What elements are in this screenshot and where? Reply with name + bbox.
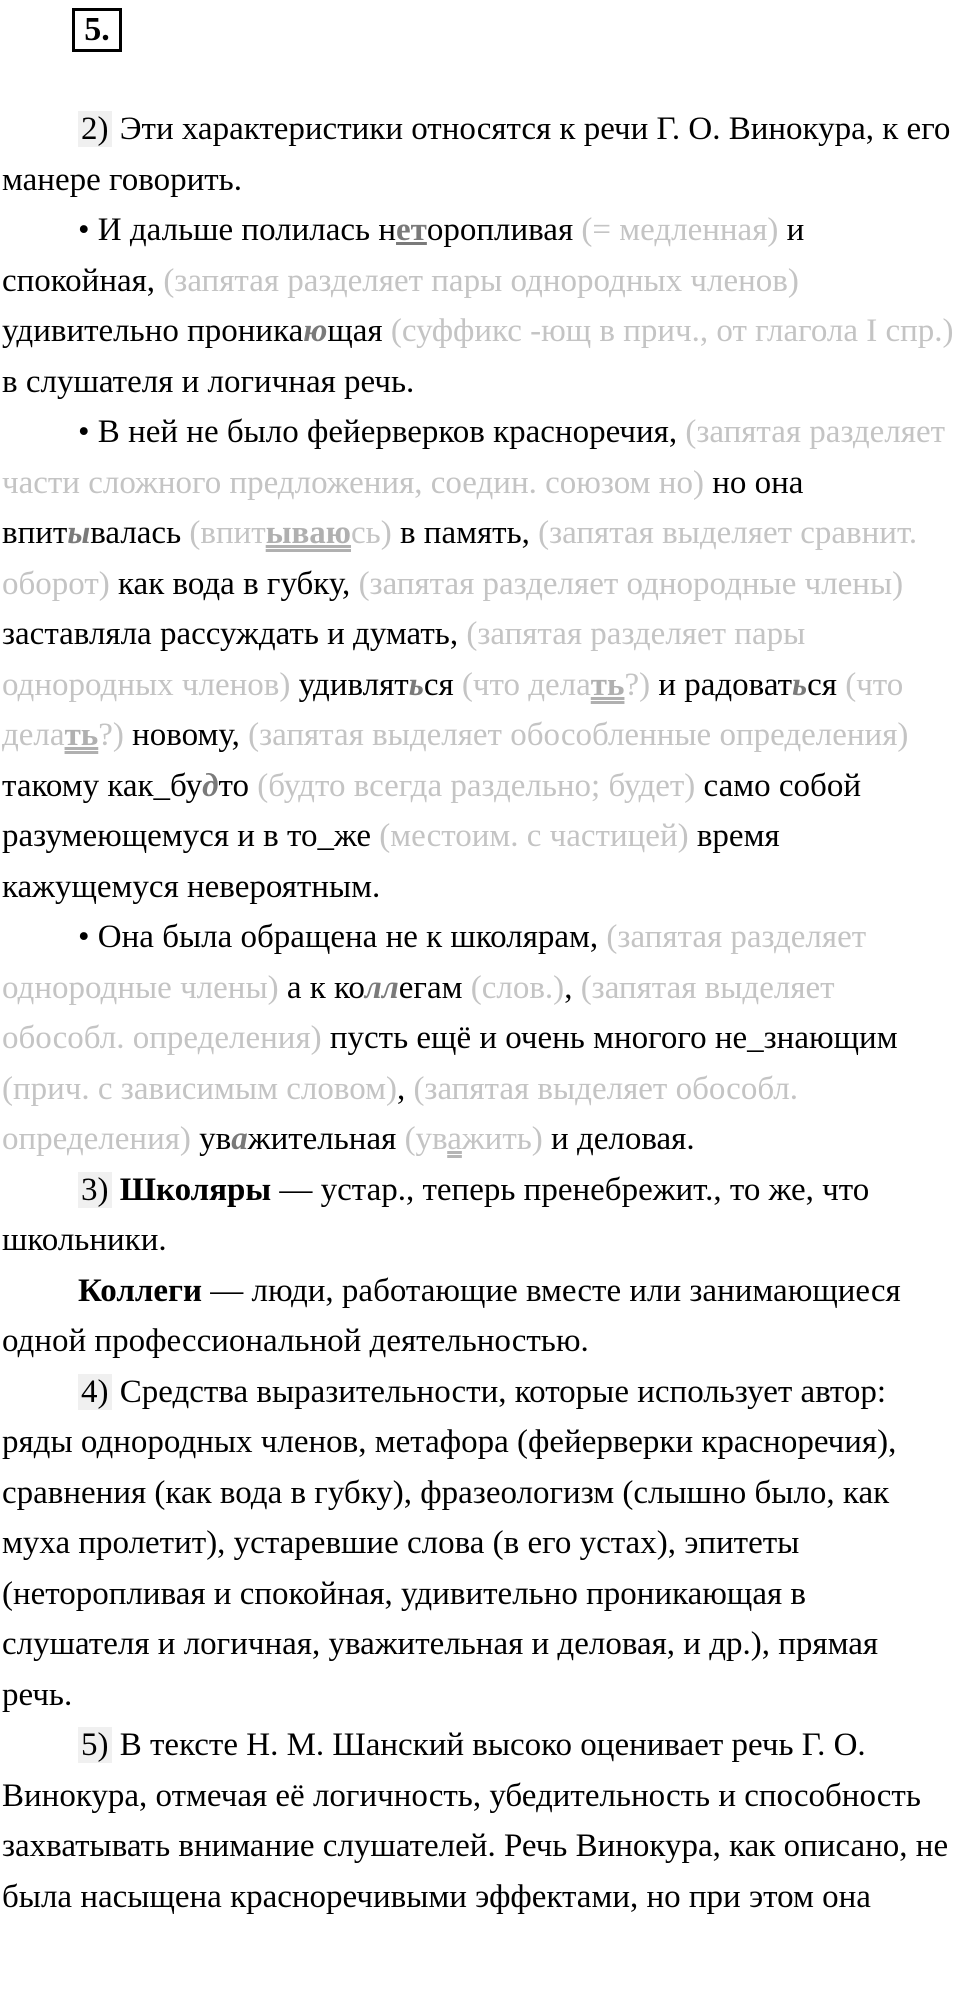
annotation-suffix: д — [638, 767, 656, 804]
highlighted-letter: а — [231, 1121, 248, 1157]
highlighted-letter: ь — [792, 666, 808, 703]
item-number: 2) — [78, 111, 112, 147]
paragraph-3-second — [2, 1266, 954, 1367]
annotation: (местоим. с частицей) — [379, 818, 689, 854]
text: , — [564, 969, 581, 1006]
annotation-part: (впит — [189, 515, 266, 551]
annotation: (запятая разделяет пары однородных членов) — [2, 616, 806, 703]
annotation: (запятая выделяет обособл. определения) — [2, 969, 835, 1056]
text: оропливая — [426, 212, 582, 248]
text: • В ней не было фейерверков красноречия, — [78, 414, 686, 450]
annotation-part: сь) — [351, 515, 392, 551]
text: удивлят — [290, 666, 409, 703]
annotation: (= медленная) — [581, 212, 779, 248]
annotation: (запятая разделяет однородные члены) — [2, 919, 867, 1006]
annotation: (запятая выделяет сравнит. оборот) — [2, 515, 918, 602]
text: и спокойная, — [2, 212, 805, 299]
text: то — [218, 767, 258, 804]
text: и радоват — [650, 666, 793, 703]
document-body — [2, 104, 954, 1922]
annotation-part: (что дела — [2, 666, 904, 753]
highlighted-letters: лл — [364, 969, 399, 1006]
bullet-3 — [2, 912, 954, 1165]
annotation-suffix: ть — [64, 717, 99, 753]
annotation — [257, 768, 695, 804]
text: , — [396, 1070, 414, 1107]
annotation — [405, 1121, 543, 1157]
term: Коллеги — [78, 1272, 203, 1309]
bullet-1 — [2, 205, 954, 407]
annotation-part: (что дела — [461, 666, 591, 703]
paragraph-3 — [2, 1165, 954, 1266]
annotation — [462, 667, 650, 703]
text: Эти характеристики относятся к речи Г. О. Винокура, к его манере говорить. — [2, 111, 951, 198]
annotation — [189, 515, 391, 551]
text: и деловая. — [542, 1121, 695, 1157]
text: • И дальше полилась н — [78, 212, 397, 248]
annotation-part: (ув — [404, 1121, 448, 1157]
annotation: (запятая выделяет обособл. определения) — [2, 1070, 799, 1157]
annotation: (запятая выделяет обособленные определения) — [248, 717, 909, 753]
item-number: 4) — [78, 1374, 112, 1410]
annotation: (запятая разделяет однородные члены) — [358, 565, 904, 602]
paragraph-4 — [2, 1367, 954, 1721]
text: В тексте Н. М. Шанский высоко оценивает речь Г. О. Винокура, отмечая её логичность, убедительность и способность захватывать внимание слушателей. Речь Винокура, как описано, не была насыщена красноречивыми эффектами, но при этом она — [2, 1727, 949, 1915]
highlighted-letter: ы — [67, 515, 91, 551]
annotation-part: жить) — [461, 1121, 543, 1157]
highlighted-letters: ет — [396, 212, 427, 248]
item-number: 3) — [78, 1172, 112, 1208]
text: ся — [423, 666, 462, 703]
highlighted-letter: д — [202, 767, 219, 804]
text: жительная — [247, 1121, 405, 1157]
annotation-part: (будто всегда раздельно; бу — [257, 767, 639, 804]
annotation-part: ет) — [655, 767, 696, 804]
paragraph-2 — [2, 104, 954, 205]
annotation-suffix: ываю — [265, 515, 352, 551]
text: ся — [807, 666, 846, 703]
annotation: (запятая разделяет части сложного предложения, соедин. союзом но) — [2, 414, 946, 501]
text: заставляла рассуждать и думать, — [2, 616, 467, 652]
annotation: (суффикс -ющ в прич., от глагола I спр.) — [390, 313, 954, 349]
annotation-suffix: ть — [590, 666, 625, 703]
text: новому, — [123, 717, 249, 753]
text: как вода в губку, — [109, 565, 359, 602]
text: само собой разумеющемуся и в то_же — [2, 767, 861, 854]
text: • Она была обращена не к школярам, — [78, 919, 607, 955]
text: щая — [327, 313, 391, 349]
text: а к ко — [278, 969, 365, 1006]
paragraph-5 — [2, 1720, 954, 1922]
text: в слушателя и логичная речь. — [2, 363, 415, 400]
text: Средства выразительности, которые использует автор: ряды однородных членов, метафора (фейерверки красноречия), сравнения (как вода в губку), фразеологизм (слышно было, как муха пролетит), устаревшие слова (в его устах), эпитеты (неторопливая и спокойная, удивительно проникающая в слушателя и логичная, уважительная и деловая, и др.), прямая речь. — [2, 1373, 897, 1713]
text: валась — [90, 515, 190, 551]
highlighted-letter: ь — [408, 666, 424, 703]
text: но она впит — [2, 464, 804, 551]
annotation-part: ?) — [624, 666, 651, 703]
text: пусть ещё и очень многого не_знающим — [321, 1020, 898, 1056]
annotation-letter: а — [447, 1121, 462, 1157]
definition: — устар., теперь пренебрежит., то же, что школьники. — [2, 1171, 870, 1258]
annotation: (прич. с зависимым словом) — [2, 1070, 397, 1107]
text: удивительно проника — [2, 313, 304, 349]
highlighted-letter: ю — [303, 313, 328, 349]
term: Школяры — [119, 1171, 272, 1208]
text: егам — [398, 969, 471, 1006]
annotation: (запятая разделяет пары однородных членов) — [163, 262, 799, 299]
task-number-box: 5. — [72, 8, 122, 52]
bullet-2 — [2, 407, 954, 912]
text: время кажущемуся невероятным. — [2, 818, 780, 905]
item-number: 5) — [78, 1727, 112, 1763]
annotation: (слов.) — [470, 969, 565, 1006]
text: такому как_бу — [2, 767, 203, 804]
annotation-part: ?) — [98, 717, 124, 753]
text: в память, — [391, 515, 539, 551]
text: ув — [190, 1121, 232, 1157]
definition: — люди, работающие вместе или занимающиеся одной профессиональной деятельностью. — [2, 1272, 901, 1359]
